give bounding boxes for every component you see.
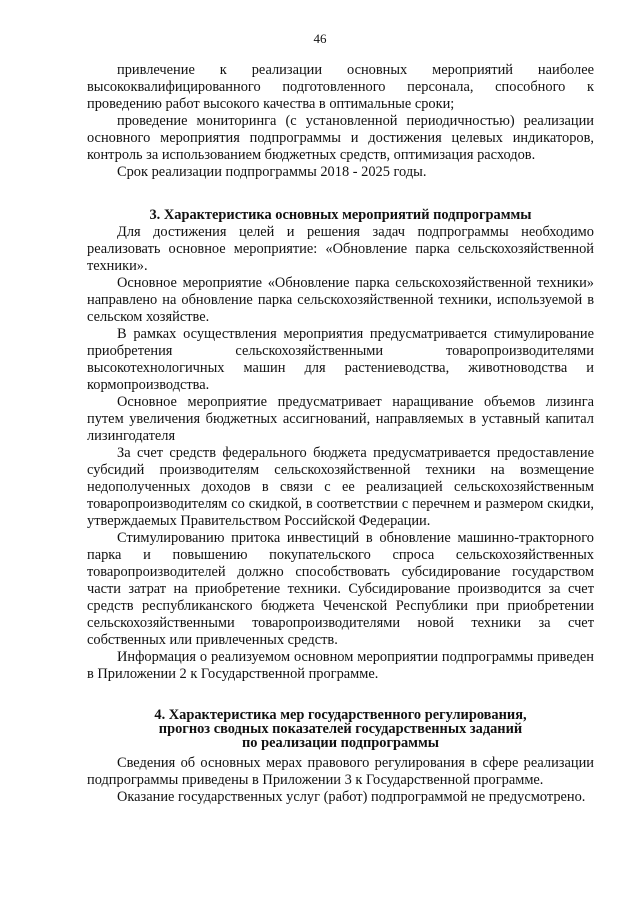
paragraph: Оказание государственных услуг (работ) подпрограммой не предусмотрено. xyxy=(117,789,586,805)
paragraph: Для достижения целей и решения задач подпрограммы необходимо реализовать основное мероприятие: «Обновление парка сельскохозяйственной техники». xyxy=(87,224,594,274)
section-heading: 3. Характеристика основных мероприятий подпрограммы xyxy=(149,207,532,223)
paragraph: Информация о реализуемом основном мероприятии подпрограммы приведен в Приложении 2 к Государственной программе. xyxy=(87,649,594,682)
page-number: 46 xyxy=(313,31,327,46)
section-heading-line: по реализации подпрограммы xyxy=(241,735,440,751)
intro-block xyxy=(87,62,594,181)
section-4-body xyxy=(87,755,594,806)
section-heading-line: 4. Характеристика мер государственного регулирования, xyxy=(154,707,527,723)
paragraph: В рамках осуществления мероприятия предусматривается стимулирование приобретения сельскохозяйственными товаропроизводителями высокотехнологичных машин для растениеводства, животноводства и кормопроизводства. xyxy=(87,326,594,393)
paragraph: Сведения об основных мерах правового регулирования в сфере реализации подпрограммы приведены в Приложении 3 к Государственной программе. xyxy=(87,755,594,788)
paragraph: Основное мероприятие «Обновление парка сельскохозяйственной техники» направлено на обновление парка сельскохозяйственной техники, используемой в сельском хозяйстве. xyxy=(87,275,594,325)
section-4-heading-block xyxy=(87,708,594,750)
section-3-heading-block xyxy=(87,208,594,222)
paragraph: Стимулированию притока инвестиций в обновление машинно-тракторного парка и повышению покупательского спроса сельскохозяйственных товаропроизводителей должно способствовать субсидирование государством части затрат на приобретение техники. Субсидирование производится за счет средств республиканского бюджета Чеченской Республики при приобретении сельскохозяйственными товаропроизводителями новой техники за счет собственных или привлеченных средств. xyxy=(87,530,594,648)
paragraph: Основное мероприятие предусматривает наращивание объемов лизинга путем увеличения бюджетных ассигнований, направляемых в уставный капитал лизингодателя xyxy=(87,394,594,444)
section-3-body xyxy=(87,224,594,683)
paragraph: привлечение к реализации основных мероприятий наиболее высококвалифицированного подготовленного персонала, способного к проведению работ высокого качества в оптимальные сроки; xyxy=(87,62,594,112)
section-heading-line: прогноз сводных показателей государственных заданий xyxy=(158,721,523,737)
paragraph: Срок реализации подпрограммы 2018 - 2025 годы. xyxy=(117,164,427,180)
paragraph: За счет средств федерального бюджета предусматривается предоставление субсидий производителям сельскохозяйственной техники на возмещение недополученных доходов в связи с ее реализацией сельскохозяйственным товаропроизводителям со скидкой, в соответствии с перечнем и размером скидки, утверждаемых Правительством Российской Федерации. xyxy=(87,445,594,529)
paragraph: проведение мониторинга (с установленной периодичностью) реализации основного мероприятия подпрограммы и достижения целевых индикаторов, контроль за использованием бюджетных средств, оптимизация расходов. xyxy=(87,113,594,163)
